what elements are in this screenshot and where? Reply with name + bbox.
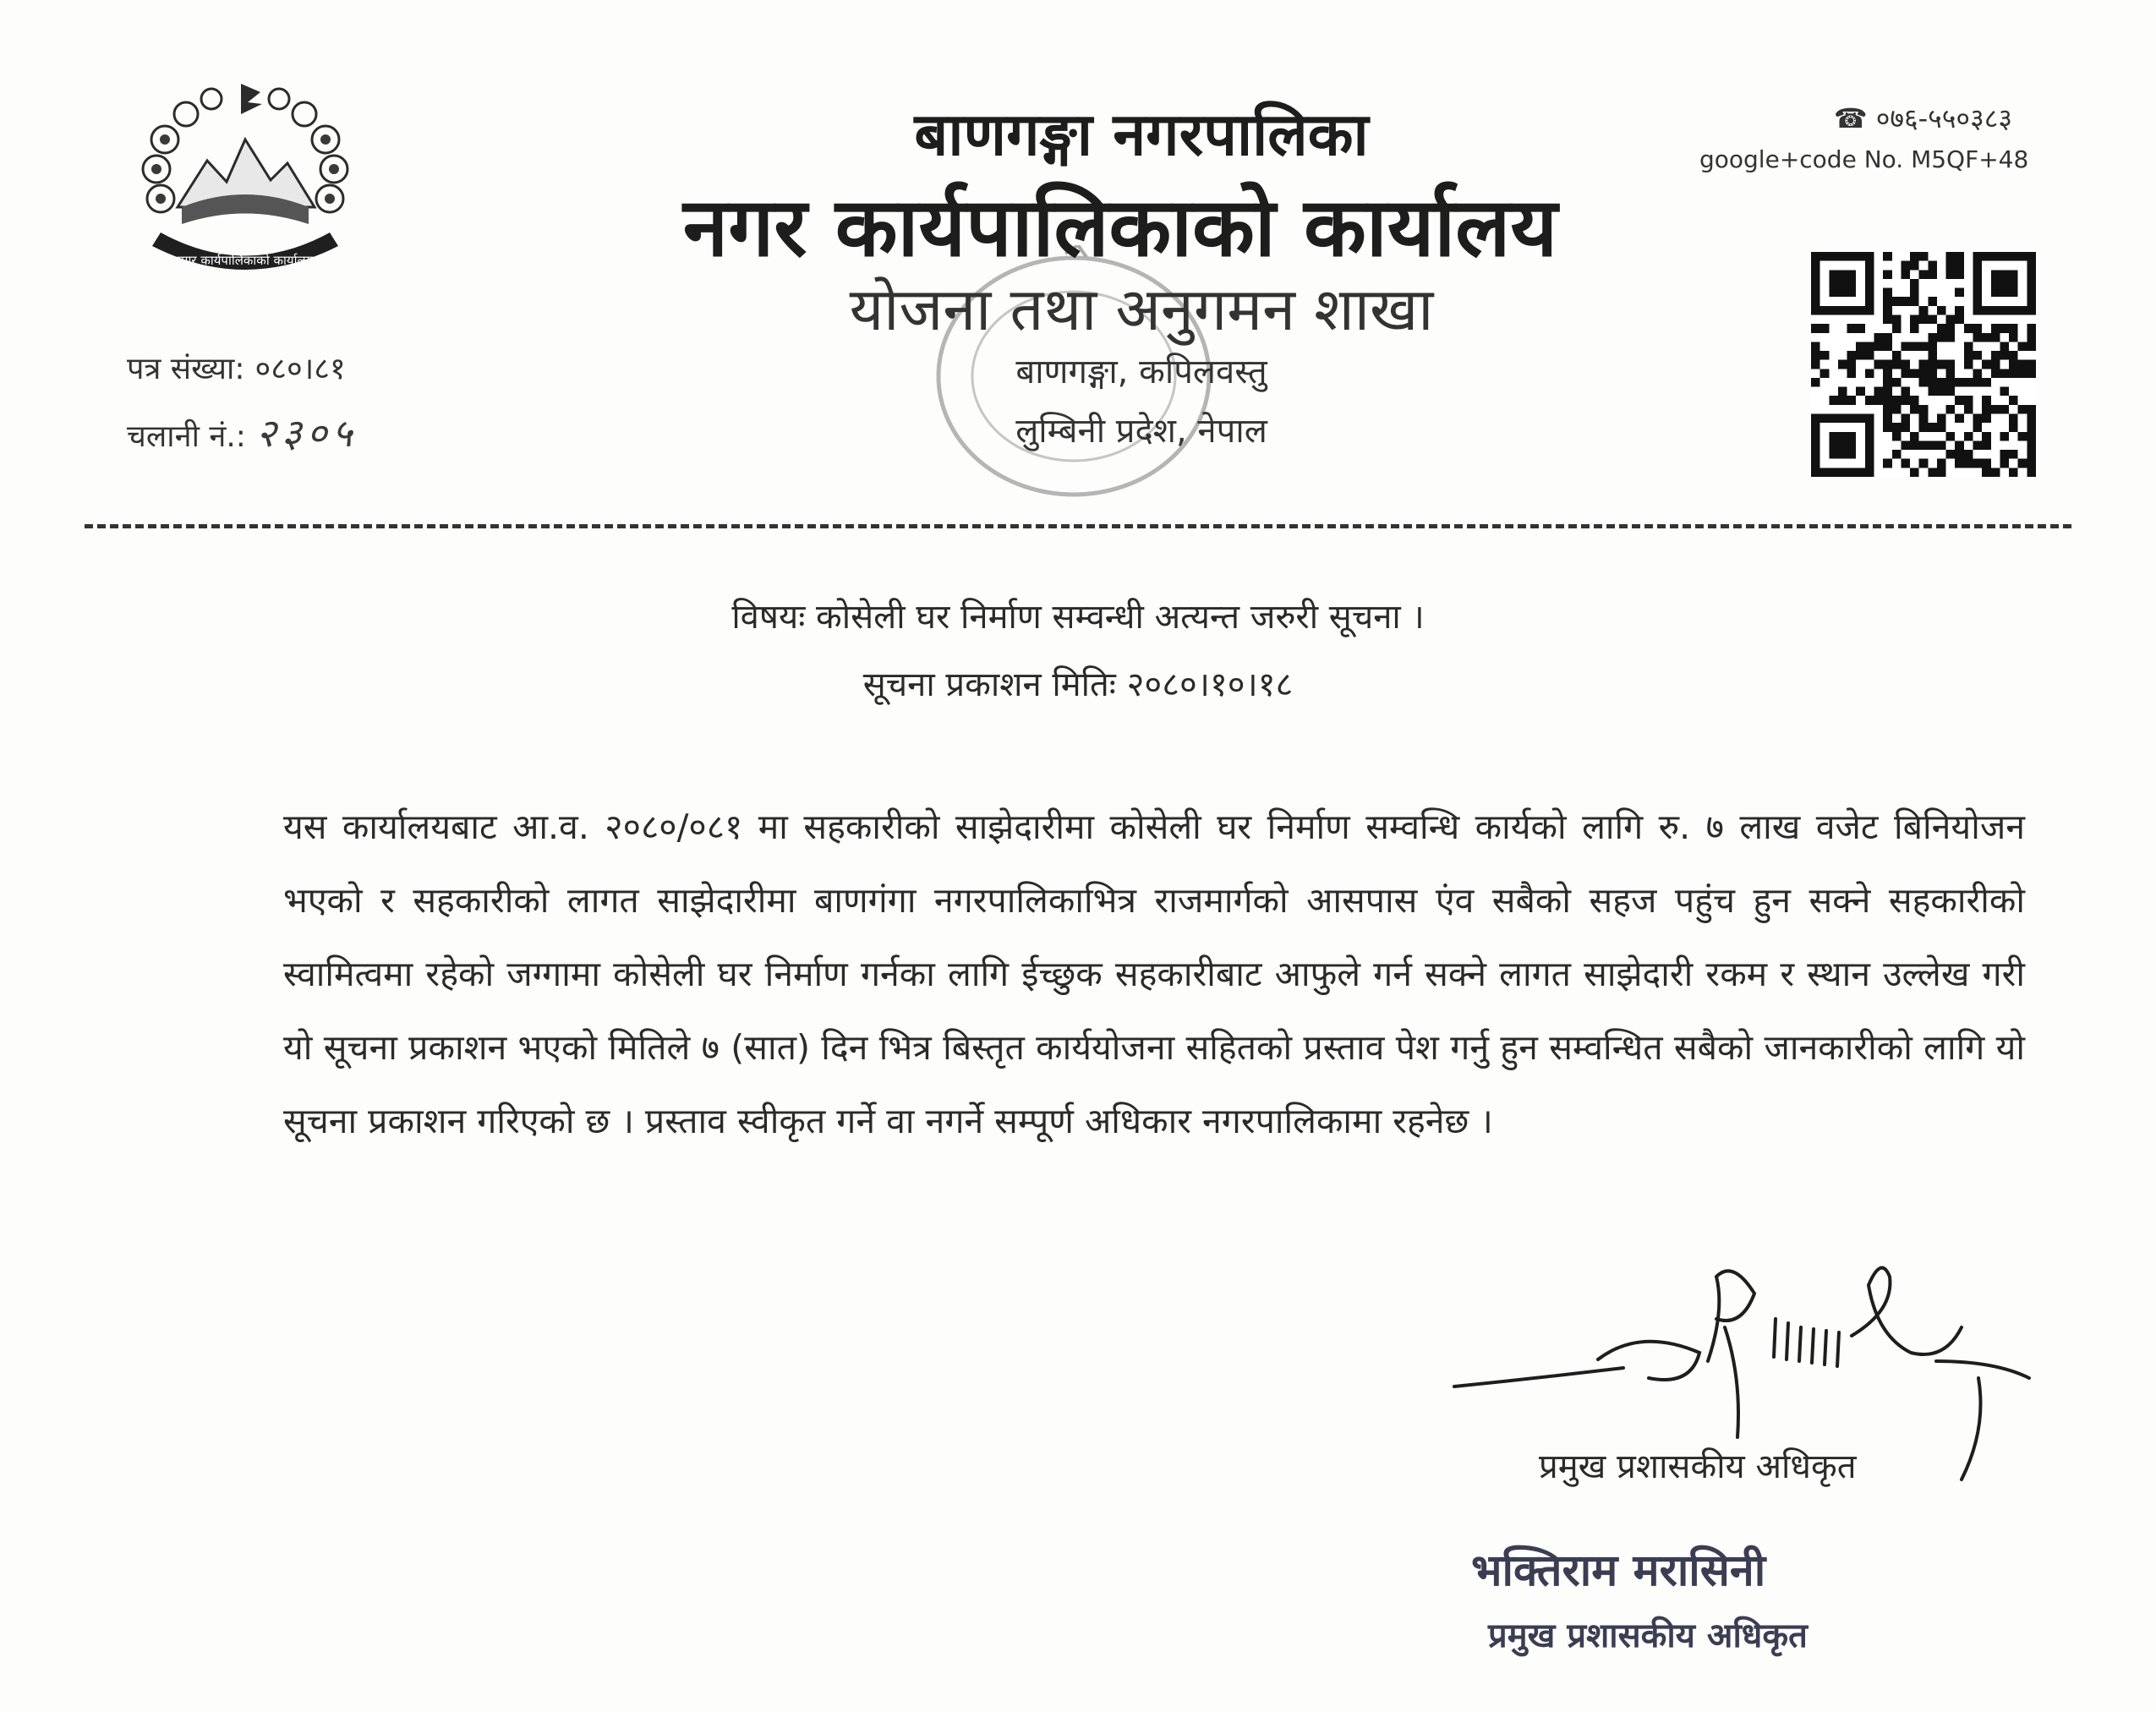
stamp-officer-name: भक्तिराम मरासिनी	[1471, 1545, 1766, 1596]
emblem-caption: नगर कार्यपालिकाको कार्यालय	[177, 253, 314, 268]
notice-publish-date: सूचना प्रकाशन मितिः २०८०।१०।१८	[862, 665, 1294, 704]
branch-name: योजना तथा अनुगमन शाखा	[849, 275, 1434, 344]
municipality-name: बाणगङ्गा नगरपालिका	[914, 100, 1369, 169]
dispatch-number-row	[127, 406, 358, 458]
office-name: नगर कार्यपालिकाको कार्यालय	[682, 180, 1558, 275]
notice-body: यस कार्यालयबाट आ.व. २०८०/०८१ मा सहकारीको साझेदारीमा कोसेली घर निर्माण सम्वन्धि कार्यको लागि रु. ७ लाख वजेट बिनियोजन भएको र सहकारीको लागत साझेदारीमा बाणगंगा नगरपालिकाभित्र राजमार्गको आसपास एंव सबैको सहज पहुंच हुन सक्ने सहकारीको स्वामित्वमा रहेको जग्गामा कोसेली घर निर्माण गर्नका लागि ईच्छुक सहकारीबाट आफुले गर्न सक्ने लागत साझेदारी रकम र स्थान उल्लेख गरी यो सूचना प्रकाशन भएको मितिले ७ (सात) दिन भित्र बिस्तृत कार्ययोजना सहितको प्रस्ताव पेश गर्नु हुन सम्वन्धित सबैको जानकारीको लागि यो सूचना प्रकाशन गरिएको छ । प्रस्ताव स्वीकृत गर्ने वा नगर्ने सम्पूर्ण अधिकार नगरपालिकामा रहनेछ ।	[283, 807, 2025, 1141]
dispatch-number-value: २३०५	[255, 410, 358, 456]
letter-number-value: ०८०।८१	[254, 352, 346, 386]
letter-number-row	[127, 347, 346, 388]
dispatch-number-label: चलानी नं.:	[127, 419, 246, 454]
dashed-separator	[85, 524, 2071, 528]
signatory-title: प्रमुख प्रशासकीय अधिकृत	[1539, 1447, 1857, 1486]
stamp-officer-title: प्रमुख प्रशासकीय अधिकृत	[1488, 1616, 1808, 1655]
letter-number-label: पत्र संख्या:	[127, 352, 245, 386]
plus-code: google+code No. M5QF+48	[1699, 145, 2029, 173]
qr-code	[1811, 252, 2036, 477]
address-line-2: लुम्बिनी प्रदेश, नेपाल	[1015, 412, 1267, 451]
phone-number: ०७६-५५०३८३	[1875, 102, 2012, 134]
address-line-1: बाणगङ्गा, कपिलवस्तु	[1015, 353, 1267, 391]
nepal-emblem-icon	[127, 80, 364, 292]
telephone-icon: ☎	[1833, 102, 1868, 134]
phone-line	[1733, 100, 2012, 136]
notice-subject: विषयः कोसेली घर निर्माण सम्वन्धी अत्यन्त जरुरी सूचना ।	[731, 598, 1425, 637]
